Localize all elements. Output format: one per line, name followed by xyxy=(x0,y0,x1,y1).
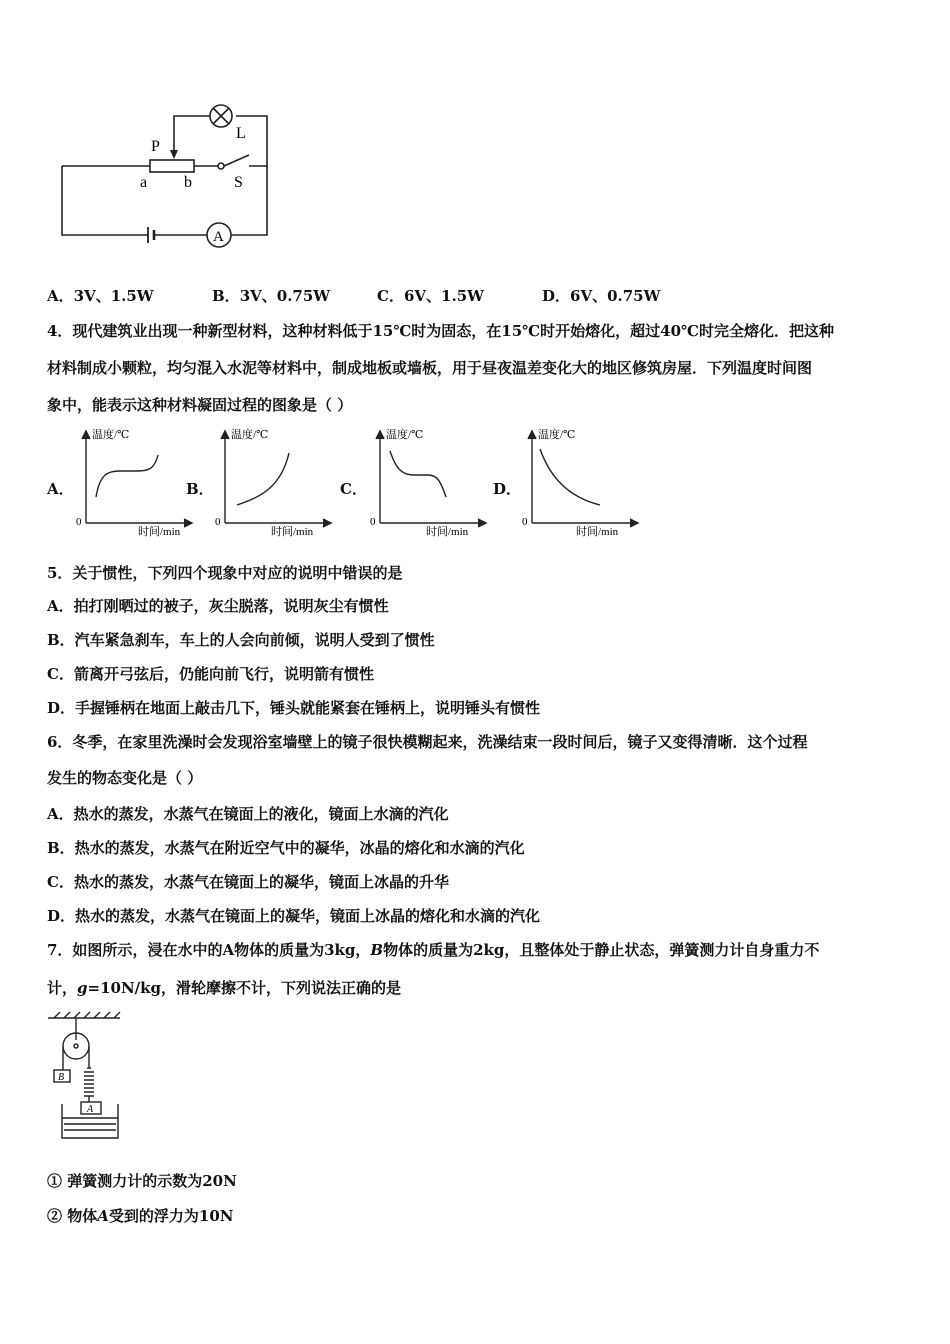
q4-graph-d xyxy=(518,425,643,540)
q4-label-d: D． xyxy=(493,480,522,498)
q5-option-b: B．汽车紧急刹车，车上的人会向前倾，说明人受到了惯性 xyxy=(47,631,435,649)
svg-text:0: 0 xyxy=(522,516,528,528)
q7-stem-line1: 7．如图所示，浸在水中的A物体的质量为3kg，B物体的质量为2kg，且整体处于静止状态，弹簧测力计自身重力不 xyxy=(47,941,820,959)
q5-option-a: A．拍打刚晒过的被子，灰尘脱落，说明灰尘有惯性 xyxy=(47,597,389,615)
q5-option-c: C．箭离开弓弦后，仍能向前飞行，说明箭有惯性 xyxy=(47,665,374,683)
q6-option-b: B．热水的蒸发，水蒸气在附近空气中的凝华，冰晶的熔化和水滴的汽化 xyxy=(47,839,525,857)
q6-option-d: D．热水的蒸发，水蒸气在镜面上的凝华，镜面上冰晶的熔化和水滴的汽化 xyxy=(47,907,541,925)
q4-stem-line1: 4．现代建筑业出现一种新型材料，这种材料低于15℃时为固态，在15℃时开始熔化，超过40℃时完全熔化．把这种 xyxy=(47,322,834,340)
q5-option-d: D．手握锤柄在地面上敲击几下，锤头就能紧套在锤柄上，说明锤头有惯性 xyxy=(47,699,541,717)
q6-stem-line1: 6．冬季，在家里洗澡时会发现浴室墙壁上的镜子很快模糊起来，洗澡结束一段时间后，镜子又变得清晰．这个过程 xyxy=(47,733,808,751)
svg-text:温度/℃: 温度/℃ xyxy=(386,429,424,441)
q7-statement-1: ① 弹簧测力计的示数为20N xyxy=(47,1172,237,1190)
label-b: b xyxy=(184,174,192,191)
q3-option-c: C．6V、1.5W xyxy=(377,287,484,305)
block-a-label: A xyxy=(87,1104,94,1115)
svg-text:温度/℃: 温度/℃ xyxy=(538,429,576,441)
q3-option-a: A．3V、1.5W xyxy=(47,287,154,305)
q3-option-d: D．6V、0.75W xyxy=(542,287,661,305)
q6-option-c: C．热水的蒸发，水蒸气在镜面上的凝华，镜面上冰晶的升华 xyxy=(47,873,449,891)
label-a: a xyxy=(140,174,148,191)
svg-text:0: 0 xyxy=(76,516,82,528)
q6-stem-line2: 发生的物态变化是（ ） xyxy=(47,769,203,787)
svg-text:时间/min: 时间/min xyxy=(271,526,314,538)
q4-label-c: C． xyxy=(340,480,367,498)
q4-label-a: A． xyxy=(47,480,74,498)
label-P: P xyxy=(151,138,160,155)
q4-graph-c xyxy=(366,425,491,540)
q6-option-a: A．热水的蒸发，水蒸气在镜面上的液化，镜面上水滴的汽化 xyxy=(47,805,449,823)
circuit-diagram xyxy=(50,100,290,250)
q3-option-b: B．3V、0.75W xyxy=(212,287,331,305)
label-S: S xyxy=(234,174,243,191)
q5-stem: 5．关于惯性，下列四个现象中对应的说明中错误的是 xyxy=(47,564,403,582)
q4-stem-line3: 象中，能表示这种材料凝固过程的图象是（ ） xyxy=(47,396,353,414)
q4-label-b: B． xyxy=(186,480,214,498)
pulley-diagram xyxy=(44,1010,134,1145)
ammeter-label: A xyxy=(213,229,224,245)
q4-graph-a xyxy=(72,425,197,540)
block-b-label: B xyxy=(58,1072,65,1083)
q7-statement-2: ② 物体A受到的浮力为10N xyxy=(47,1207,234,1225)
svg-text:时间/min: 时间/min xyxy=(576,526,619,538)
svg-text:时间/min: 时间/min xyxy=(138,526,181,538)
label-L: L xyxy=(236,125,246,142)
svg-text:温度/℃: 温度/℃ xyxy=(92,429,130,441)
q4-graph-b xyxy=(211,425,336,540)
svg-text:时间/min: 时间/min xyxy=(426,526,469,538)
q7-stem-line2: 计，g=10N/kg，滑轮摩擦不计，下列说法正确的是 xyxy=(47,979,402,997)
svg-text:0: 0 xyxy=(215,516,221,528)
svg-text:温度/℃: 温度/℃ xyxy=(231,429,269,441)
q4-stem-line2: 材料制成小颗粒，均匀混入水泥等材料中，制成地板或墙板，用于昼夜温差变化大的地区修筑房屋．下列温度时间图 xyxy=(47,359,813,377)
svg-text:0: 0 xyxy=(370,516,376,528)
